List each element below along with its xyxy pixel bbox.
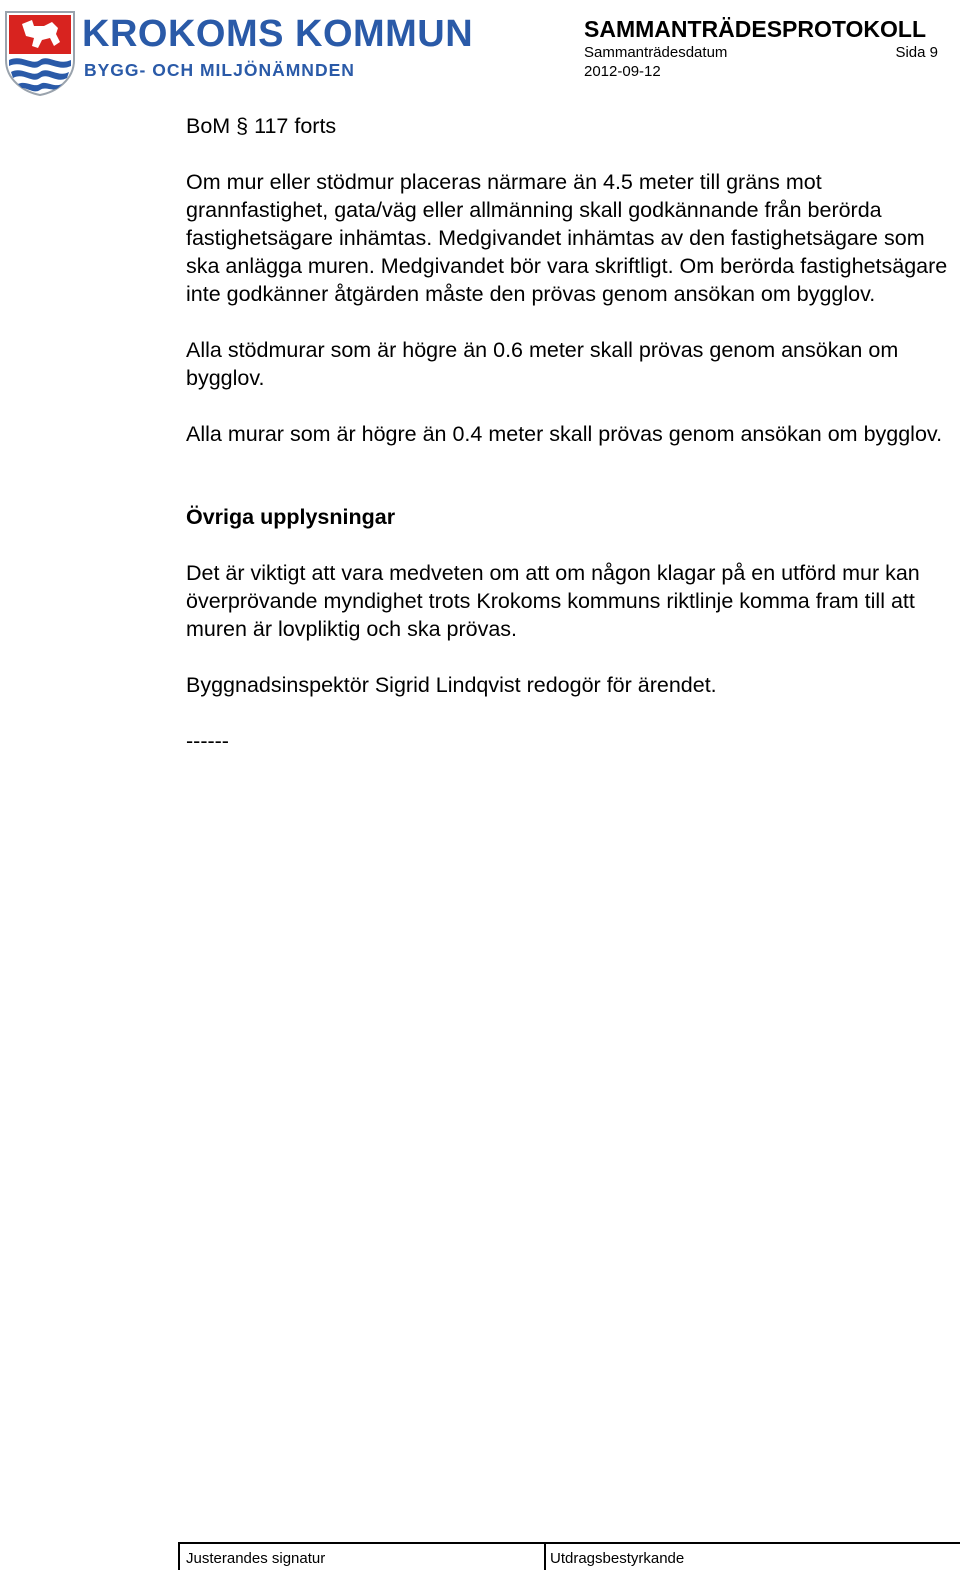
signature-footer (178, 1542, 960, 1570)
coat-of-arms-icon (4, 10, 76, 96)
page-number: Sida 9 (895, 44, 938, 61)
end-marker: ------ (186, 729, 229, 753)
paragraph-retaining-walls: Alla stödmurar som är högre än 0.6 meter skall prövas genom ansökan om bygglov. (186, 338, 899, 390)
committee-name: BYGG- OCH MILJÖNÄMNDEN (84, 60, 355, 80)
paragraph-distance-rule: Om mur eller stödmur placeras närmare än 4.5 meter till gräns mot grannfastighet, gata/väg eller allmänning skall godkännande från berörda fastighetsägare inhämtas. Medgivandet inhämtas av den fastighetsägare som ska anlägga muren. Medgivandet bör vara skriftligt. Om berörda fastighetsägare inte godkänner åtgärden måste den prövas genom ansökan om bygglov. (186, 170, 948, 306)
footer-divider (544, 1544, 546, 1570)
paragraph-walls: Alla murar som är högre än 0.4 meter skall prövas genom ansökan om bygglov. (186, 422, 943, 446)
paragraph-inspector: Byggnadsinspektör Sigrid Lindqvist redogör för ärendet. (186, 673, 717, 697)
municipality-logo (4, 10, 474, 100)
section-title: BoM § 117 forts (186, 114, 337, 138)
meta-row (584, 43, 946, 62)
other-info-section (186, 503, 954, 755)
paragraph-appeal-notice: Det är viktigt att vara medveten om att om någon klagar på en utförd mur kan överprövande myndighet trots Krokoms kommuns riktlinje komma fram till att muren är lovpliktig och ska prövas. (186, 561, 920, 641)
meeting-date-label: Sammanträdesdatum (584, 44, 728, 61)
municipality-name: KROKOMS KOMMUN (82, 13, 474, 55)
extract-label: Utdragsbestyrkande (550, 1550, 685, 1567)
protocol-header (584, 16, 946, 81)
signature-label: Justerandes signatur (186, 1550, 326, 1567)
meeting-date: 2012-09-12 (584, 63, 661, 80)
other-info-heading: Övriga upplysningar (186, 505, 396, 529)
document-body (186, 112, 954, 783)
protocol-title: SAMMANTRÄDESPROTOKOLL (584, 16, 927, 42)
